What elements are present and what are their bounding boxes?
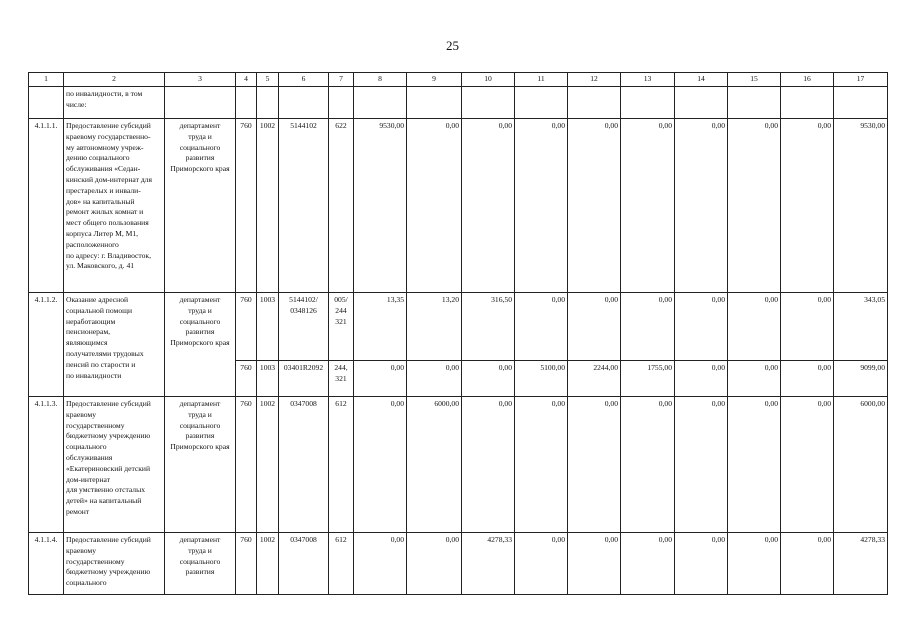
col-header: 17 [834, 73, 888, 87]
value-cell: 0,00 [407, 119, 462, 293]
code-cell: 0347008 [279, 533, 329, 595]
code-cell: 005/ 244 321 [329, 293, 354, 361]
value-cell: 0,00 [781, 361, 834, 397]
table-row [29, 533, 888, 595]
value-cell: 0,00 [462, 397, 515, 533]
department-cell: департамент труда и социального развития Приморского края [165, 397, 236, 533]
value-cell: 0,00 [675, 119, 728, 293]
description-cell: Предоставление субсидий краевому государственному бюджетному учреждению социального обслуживания «Екатериновский детский дом-интернат для умственно отсталых детей» на капитальный ремонт [64, 397, 165, 533]
col-header: 1 [29, 73, 64, 87]
value-cell: 9099,00 [834, 361, 888, 397]
value-cell: 9530,00 [354, 119, 407, 293]
item-number: 4.1.1.1. [29, 119, 64, 293]
table-row [29, 397, 888, 533]
code-cell: 760 [236, 293, 257, 361]
value-cell: 0,00 [621, 397, 675, 533]
value-cell: 316,50 [462, 293, 515, 361]
value-cell: 13,20 [407, 293, 462, 361]
code-cell: 760 [236, 397, 257, 533]
col-header: 5 [257, 73, 279, 87]
value-cell: 6000,00 [834, 397, 888, 533]
value-cell: 0,00 [781, 119, 834, 293]
value-cell: 0,00 [407, 533, 462, 595]
value-cell: 0,00 [462, 119, 515, 293]
value-cell: 0,00 [621, 533, 675, 595]
value-cell: 343,05 [834, 293, 888, 361]
code-cell: 5144102 [279, 119, 329, 293]
col-header: 13 [621, 73, 675, 87]
description-cell: по инвалидности, в том числе: [64, 87, 165, 119]
code-cell: 760 [236, 533, 257, 595]
col-header: 6 [279, 73, 329, 87]
page-number: 25 [446, 38, 459, 53]
value-cell: 0,00 [568, 119, 621, 293]
col-header: 16 [781, 73, 834, 87]
value-cell: 1755,00 [621, 361, 675, 397]
value-cell: 9530,00 [834, 119, 888, 293]
col-header: 15 [728, 73, 781, 87]
code-cell: 760 [236, 119, 257, 293]
value-cell: 2244,00 [568, 361, 621, 397]
code-cell: 5144102/ 0348126 [279, 293, 329, 361]
value-cell: 0,00 [621, 119, 675, 293]
col-header: 12 [568, 73, 621, 87]
item-number: 4.1.1.4. [29, 533, 64, 595]
budget-table [28, 72, 888, 595]
description-cell: Предоставление субсидий краевому государственному бюджетному учреждению социального [64, 533, 165, 595]
col-header: 9 [407, 73, 462, 87]
value-cell: 0,00 [568, 533, 621, 595]
table-row [29, 293, 888, 361]
value-cell: 4278,33 [834, 533, 888, 595]
value-cell: 0,00 [781, 533, 834, 595]
table-row [29, 87, 888, 119]
col-header: 11 [515, 73, 568, 87]
item-number: 4.1.1.3. [29, 397, 64, 533]
code-cell: 612 [329, 533, 354, 595]
value-cell: 0,00 [515, 119, 568, 293]
value-cell: 6000,00 [407, 397, 462, 533]
code-cell: 760 [236, 361, 257, 397]
col-header: 2 [64, 73, 165, 87]
department-cell: департамент труда и социального развития Приморского края [165, 119, 236, 293]
value-cell: 0,00 [515, 293, 568, 361]
table-row [29, 119, 888, 293]
code-cell: 1003 [257, 293, 279, 361]
value-cell: 0,00 [675, 361, 728, 397]
value-cell: 0,00 [568, 397, 621, 533]
value-cell: 0,00 [728, 397, 781, 533]
value-cell: 0,00 [728, 361, 781, 397]
value-cell: 0,00 [354, 361, 407, 397]
code-cell: 1003 [257, 361, 279, 397]
code-cell: 612 [329, 397, 354, 533]
value-cell: 0,00 [515, 533, 568, 595]
code-cell: 622 [329, 119, 354, 293]
department-cell: департамент труда и социального развития [165, 533, 236, 595]
header-row [29, 73, 888, 87]
description-cell: Предоставление субсидий краевому государственно- му автономному учреж- дению социального обслуживания «Седан- кинский дом-интернат для престарелых и инвали- дов» на капитальный ремонт жилых комнат и мест общего пользования корпуса Литер М, М1, расположенного по адресу: г. Владивосток, ул. Маковского, д. 41 [64, 119, 165, 293]
value-cell: 0,00 [675, 533, 728, 595]
department-cell: департамент труда и социального развития Приморского края [165, 293, 236, 397]
value-cell: 0,00 [675, 293, 728, 361]
value-cell: 0,00 [354, 533, 407, 595]
item-number: 4.1.1.2. [29, 293, 64, 397]
value-cell: 4278,33 [462, 533, 515, 595]
code-cell: 244, 321 [329, 361, 354, 397]
description-cell: Оказание адресной социальной помощи неработающим пенсионерам, являющимся получателями трудовых пенсий по старости и по инвалидности [64, 293, 165, 397]
value-cell: 0,00 [462, 361, 515, 397]
value-cell: 0,00 [728, 293, 781, 361]
col-header: 4 [236, 73, 257, 87]
value-cell: 0,00 [728, 119, 781, 293]
col-header: 8 [354, 73, 407, 87]
value-cell: 0,00 [407, 361, 462, 397]
code-cell: 0347008 [279, 397, 329, 533]
col-header: 3 [165, 73, 236, 87]
code-cell: 1002 [257, 119, 279, 293]
code-cell: 03401R2092 [279, 361, 329, 397]
code-cell: 1002 [257, 533, 279, 595]
value-cell: 5100,00 [515, 361, 568, 397]
value-cell: 0,00 [781, 397, 834, 533]
col-header: 14 [675, 73, 728, 87]
value-cell: 0,00 [781, 293, 834, 361]
col-header: 7 [329, 73, 354, 87]
value-cell: 0,00 [675, 397, 728, 533]
value-cell: 0,00 [568, 293, 621, 361]
value-cell: 0,00 [354, 397, 407, 533]
code-cell: 1002 [257, 397, 279, 533]
value-cell: 13,35 [354, 293, 407, 361]
value-cell: 0,00 [728, 533, 781, 595]
col-header: 10 [462, 73, 515, 87]
value-cell: 0,00 [621, 293, 675, 361]
value-cell: 0,00 [515, 397, 568, 533]
